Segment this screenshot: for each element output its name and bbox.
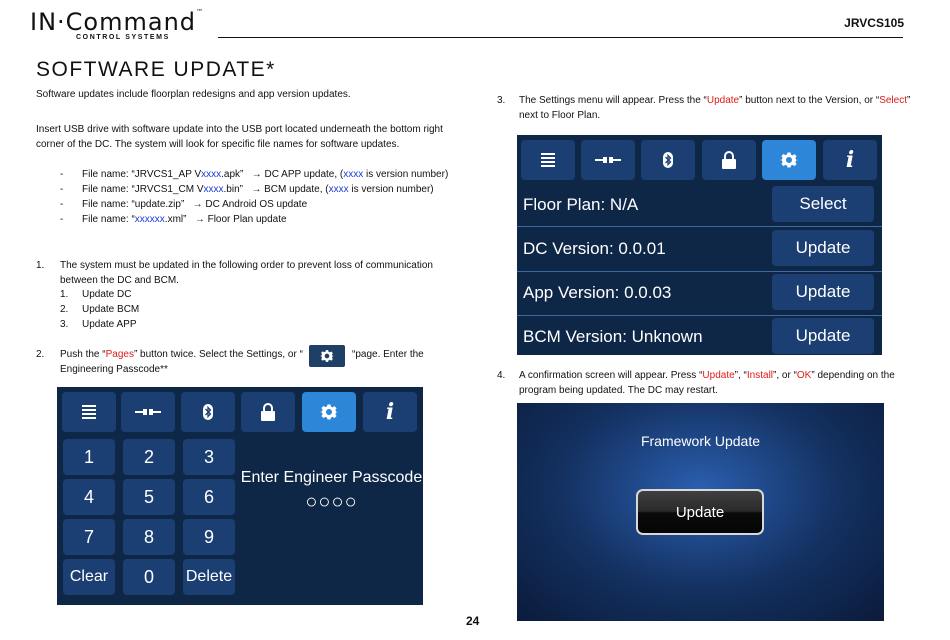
file-desc-var: xxxx xyxy=(328,184,349,195)
file-var: xxxx xyxy=(201,169,222,180)
step-3-line-1 xyxy=(519,93,910,108)
order-number: 3. xyxy=(60,319,69,330)
bullet-dash: - xyxy=(60,184,64,195)
info-icon: i xyxy=(385,399,395,425)
keypad-key-3[interactable]: 3 xyxy=(183,439,235,475)
step-2-text-c: “page. Enter the xyxy=(352,349,424,360)
app-version-update-button[interactable]: Update xyxy=(772,274,874,310)
keypad-key-8[interactable]: 8 xyxy=(123,519,175,555)
usb-line-1: Insert USB drive with software update into the USB port located underneath the bottom right xyxy=(36,124,443,135)
list-item xyxy=(60,317,139,332)
order-number: 2. xyxy=(60,304,69,315)
list-icon xyxy=(80,404,98,420)
step-2-line-1 xyxy=(60,347,303,362)
step-4-line-1 xyxy=(519,368,895,383)
step-3-text-c: ” xyxy=(907,95,911,106)
passcode-prompt: Enter Engineer Passcode xyxy=(240,469,423,486)
step-4-text-a: A confirmation screen will appear. Press “ xyxy=(519,370,703,381)
arrow-icon: → xyxy=(194,214,205,225)
bluetooth-icon xyxy=(662,151,674,169)
usb-line-2: corner of the DC. The system will look for specific file names for software updates. xyxy=(36,139,400,150)
toolbar-info-button[interactable] xyxy=(363,392,417,432)
keypad-key-0[interactable]: 0 xyxy=(123,559,175,595)
keypad-clear-button[interactable]: Clear xyxy=(63,559,115,595)
inline-gear-icon xyxy=(309,345,345,367)
toolbar-bluetooth-button[interactable] xyxy=(641,140,695,180)
page-title: SOFTWARE UPDATE* xyxy=(36,58,276,81)
pages-keyword: Pages xyxy=(105,349,134,360)
toolbar-settings-button[interactable] xyxy=(762,140,816,180)
step-2-text-a: Push the “ xyxy=(60,349,106,360)
file-desc: BCM update, ( xyxy=(261,184,329,195)
step-3-number: 3. xyxy=(497,95,506,106)
list-item xyxy=(60,197,448,212)
file-desc-post: is version number) xyxy=(348,184,434,195)
step-1-line-1: The system must be updated in the following order to prevent loss of communication xyxy=(60,260,433,271)
file-post: .apk” xyxy=(221,169,244,180)
lock-icon xyxy=(721,151,737,169)
link-icon xyxy=(595,155,621,165)
framework-update-title: Framework Update xyxy=(640,433,761,449)
toolbar-list-button[interactable] xyxy=(62,392,116,432)
toolbar-list-button[interactable] xyxy=(521,140,575,180)
floor-plan-select-button[interactable]: Select xyxy=(772,186,874,222)
brand-logo xyxy=(30,8,204,41)
update-keyword: Update xyxy=(706,95,740,106)
gear-icon xyxy=(780,151,798,169)
update-keyword: Update xyxy=(702,370,735,381)
dc-version-update-button[interactable]: Update xyxy=(772,230,874,266)
bullet-dash: - xyxy=(60,199,64,210)
list-item xyxy=(60,167,448,182)
logo-trademark: ™ xyxy=(196,8,205,16)
step-4-text-b: ”, “ xyxy=(734,370,747,381)
file-pre: File name: “JRVCS1_AP V xyxy=(82,169,202,180)
list-icon xyxy=(539,152,557,168)
bcm-version-label: BCM Version: Unknown xyxy=(523,327,703,346)
step-3-text-b: ” button next to the Version, or “ xyxy=(739,95,880,106)
toolbar-lock-button[interactable] xyxy=(241,392,295,432)
step-1-text xyxy=(60,258,433,288)
page-number: 24 xyxy=(466,614,480,628)
step-4-number: 4. xyxy=(497,370,506,381)
file-pre: File name: “JRVCS1_CM V xyxy=(82,184,204,195)
file-desc: DC Android OS update xyxy=(202,199,308,210)
step-4-text-c: ”, or “ xyxy=(773,370,797,381)
framework-update-screen xyxy=(517,403,884,621)
keypad-key-7[interactable]: 7 xyxy=(63,519,115,555)
floor-plan-label: Floor Plan: N/A xyxy=(523,195,639,214)
link-icon xyxy=(135,407,161,417)
ok-keyword: OK xyxy=(796,370,812,381)
lock-icon xyxy=(260,403,276,421)
file-var: xxxxxx xyxy=(134,214,165,225)
keypad-delete-button[interactable]: Delete xyxy=(183,559,235,595)
file-desc: DC APP update, ( xyxy=(261,169,344,180)
step-1-number: 1. xyxy=(36,260,45,271)
arrow-icon: → xyxy=(251,169,262,180)
toolbar-info-button[interactable] xyxy=(823,140,877,180)
file-desc: Floor Plan update xyxy=(204,214,287,225)
file-post: .bin” xyxy=(223,184,243,195)
usb-instructions xyxy=(36,122,443,152)
step-4-text-d: ” depending on the xyxy=(811,370,895,381)
arrow-icon: → xyxy=(251,184,262,195)
order-number: 1. xyxy=(60,289,69,300)
step-4-line-2: program being updated. The DC may restart. xyxy=(519,385,718,396)
header-divider xyxy=(218,37,903,38)
toolbar-link-button[interactable] xyxy=(581,140,635,180)
passcode-screen xyxy=(57,387,423,605)
file-desc-var: xxxx xyxy=(343,169,364,180)
passcode-dots: ○○○○ xyxy=(305,491,358,513)
settings-screen xyxy=(517,135,882,355)
step-3-line-2: next to Floor Plan. xyxy=(519,110,601,121)
step-2-number: 2. xyxy=(36,349,45,360)
update-order-list xyxy=(60,287,139,332)
order-text: Update BCM xyxy=(82,304,140,315)
file-desc-post: is version number) xyxy=(363,169,449,180)
logo-main-text: IN·Command xyxy=(30,8,197,36)
app-version-label: App Version: 0.0.03 xyxy=(523,283,672,302)
model-number: JRVCS105 xyxy=(844,16,904,30)
bullet-dash: - xyxy=(60,169,64,180)
bcm-version-update-button[interactable]: Update xyxy=(772,318,874,354)
step-2-line-2: Engineering Passcode** xyxy=(60,364,168,375)
step-1-line-2: between the DC and BCM. xyxy=(60,275,179,286)
file-pre: File name: “ xyxy=(82,214,135,225)
keypad-key-6[interactable]: 6 xyxy=(183,479,235,515)
keypad-key-9[interactable]: 9 xyxy=(183,519,235,555)
keypad-key-4[interactable]: 4 xyxy=(63,479,115,515)
step-2-text-b: ” button twice. Select the Settings, or “ xyxy=(133,349,303,360)
order-text: Update DC xyxy=(82,289,132,300)
keypad-key-2[interactable]: 2 xyxy=(123,439,175,475)
dc-version-label: DC Version: 0.0.01 xyxy=(523,239,666,258)
toolbar-settings-button[interactable] xyxy=(302,392,356,432)
intro-text: Software updates include floorplan redesigns and app version updates. xyxy=(36,89,351,100)
file-var: xxxx xyxy=(203,184,224,195)
list-item xyxy=(60,287,139,302)
bullet-dash: - xyxy=(60,214,64,225)
file-post: .xml” xyxy=(164,214,187,225)
arrow-icon: → xyxy=(192,199,203,210)
row-divider xyxy=(517,271,882,272)
bluetooth-icon xyxy=(202,403,214,421)
info-icon: i xyxy=(845,147,855,173)
row-divider xyxy=(517,315,882,316)
file-name-list xyxy=(60,167,448,227)
framework-update-button[interactable]: Update xyxy=(636,489,764,535)
toolbar-link-button[interactable] xyxy=(121,392,175,432)
keypad-key-5[interactable]: 5 xyxy=(123,479,175,515)
logo-subtitle: CONTROL SYSTEMS xyxy=(76,34,170,41)
select-keyword: Select xyxy=(879,95,907,106)
file-pre: File name: “update.zip” xyxy=(82,199,185,210)
order-text: Update APP xyxy=(82,319,137,330)
toolbar-lock-button[interactable] xyxy=(702,140,756,180)
row-divider xyxy=(517,226,882,227)
install-keyword: Install xyxy=(746,370,774,381)
list-item xyxy=(60,182,448,197)
keypad-key-1[interactable]: 1 xyxy=(63,439,115,475)
list-item xyxy=(60,212,448,227)
gear-icon xyxy=(320,403,338,421)
step-3-text-a: The Settings menu will appear. Press the “ xyxy=(519,95,707,106)
list-item xyxy=(60,302,139,317)
toolbar-bluetooth-button[interactable] xyxy=(181,392,235,432)
